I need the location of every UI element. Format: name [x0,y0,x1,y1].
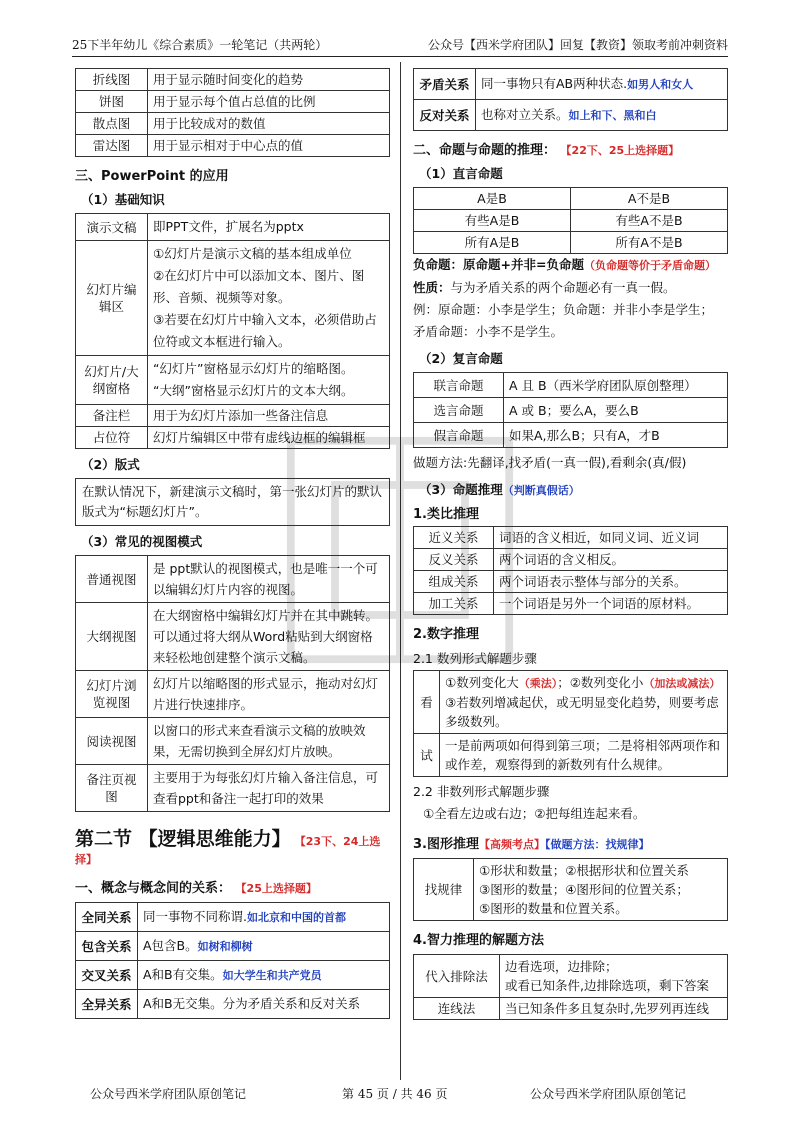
format-text: 在默认情况下，新建演示文稿时，第一张幻灯片的默认版式为“标题幻灯片”。 [75,478,390,526]
table-cell: 所有A不是B [571,232,728,254]
table-cell: 组成关系 [414,571,494,593]
section-title: 第二节 【逻辑思维能力】 [75,828,291,850]
table-row [76,990,390,1019]
footer-right: 公众号西米学府团队原创笔记 [530,1087,687,1101]
table-row [76,603,390,671]
table-cell: 代入排除法 [414,955,500,998]
direct-table [413,187,728,254]
number-table [413,670,728,777]
analog-table [413,526,728,615]
table-row [414,571,728,593]
table-row [414,859,728,921]
table-cell: 如果A,那么B；只有A，才B [504,423,728,448]
table-row [76,932,390,961]
table-cell: 有些A是B [414,210,571,232]
table-cell: 幻灯片以缩略图的形式显示，拖动对幻灯片进行快速排序。 [148,671,390,718]
table-cell: 幻灯片浏览视图 [76,671,148,718]
table-cell: 加工关系 [414,593,494,615]
table-cell: 在大纲窗格中编辑幻灯片并在其中跳转。可以通过将大纲从Word粘贴到大纲窗格来轻松地创建整个演示文稿。 [148,603,390,671]
concept-heading [75,877,390,896]
table-row [76,405,390,427]
table-row [414,232,728,254]
footer-left: 公众号西米学府团队原创笔记 [90,1087,247,1101]
table-row [76,718,390,765]
table-cell: 阅读视图 [76,718,148,765]
table-cell: 试 [414,734,440,777]
wisdom-line: 当已知条件多且复杂时,先罗列再连线 [505,1001,709,1016]
table-cell: 找规律 [414,859,474,921]
look-text-2: ；②数列变化小 [557,675,644,690]
wisdom-heading: 4.智力推理的解题方法 [413,933,544,948]
table-row [76,427,390,449]
table-row [414,210,728,232]
table-cell: 幻灯片/大纲窗格 [76,356,148,405]
contradiction-line: 矛盾命题：小李不是学生。 [413,324,564,339]
table-row [76,241,390,356]
table-cell: 一个词语是另外一个词语的原材料。 [494,593,728,615]
method-line: 做题方法:先翻译,找矛盾(一真一假),看剩余(真/假) [413,455,687,470]
footer-page: 第 45 页 / 共 46 页 [342,1087,448,1101]
section-heading [75,824,390,867]
table-cell: 词语的含义相近，如同义词、近义词 [494,527,728,549]
table-row [76,556,390,603]
table-row [414,373,728,398]
graph-tag-1: 【高频考点】 [478,838,545,851]
table-row [76,91,390,113]
negation-line [413,254,728,277]
concept-example: 如树和柳树 [197,940,253,953]
table-row [76,765,390,812]
table-cell: 全异关系 [76,990,138,1019]
concept-tag: 【25上选择题】 [235,882,317,895]
basic-table [75,213,390,449]
table-cell: 连线法 [414,998,500,1020]
table-row [76,903,390,932]
table-cell: 幻灯片编辑区中带有虚线边框的编辑框 [148,427,390,449]
table-cell: 用于显示每个值占总值的比例 [148,91,390,113]
table-row [414,188,728,210]
compound-table [413,372,728,448]
table-cell: 幻灯片编辑区 [76,241,148,356]
nature-text: 与为矛盾关系的两个命题必有一真一假。 [450,280,676,295]
table-cell: A是B [414,188,571,210]
direct-heading: （1）直言命题 [419,166,503,181]
analog-heading: 1.类比推理 [413,507,479,522]
table-cell: 矛盾关系 [414,69,476,100]
table-cell: ①幻灯片是演示文稿的基本组成单位 ②在幻灯片中可以添加文本、图片、图形、音频、视频等对象。 ③若要在幻灯片中输入文本，必须借助占位符或文本框进行输入。 [148,241,390,356]
table-cell: 折线图 [76,69,148,91]
table-row [414,527,728,549]
graph-tag-2: 【做题方法：找规律】 [544,838,650,851]
table-cell [476,100,728,131]
table-cell: 雷达图 [76,135,148,157]
table-row [414,549,728,571]
table-row [76,671,390,718]
concept-title: 一、概念与概念间的关系： [75,881,232,896]
look-text-1: ①数列变化大 [445,675,519,690]
basic-heading: （1）基础知识 [81,192,165,207]
nature-label: 性质： [413,280,451,295]
negation-note: （负命题等价于矛盾命题） [583,259,716,272]
wisdom-line: 边看选项，边排除； [505,959,618,974]
table-cell: 备注栏 [76,405,148,427]
table-cell: 饼图 [76,91,148,113]
concept-desc: 同一事物不同称谓. [143,909,247,924]
table-cell: 占位符 [76,427,148,449]
table-cell [500,955,728,998]
table-cell: 近义关系 [414,527,494,549]
table-cell: 假言命题 [414,423,504,448]
relation-desc: 也称对立关系。 [481,107,569,122]
table-cell: 主要用于为每张幻灯片输入备注信息，可查看ppt和备注一起打印的效果 [148,765,390,812]
table-row [76,135,390,157]
number-step-1: 2.1 数列形式解题步骤 [413,651,537,666]
graph-line: ①形状和数量；②根据形状和位置关系 [479,863,689,878]
number-heading: 2.数字推理 [413,627,479,642]
table-cell [138,961,390,990]
views-table [75,555,390,812]
table-row [414,423,728,448]
table-row [414,69,728,100]
concept-desc: A和B无交集。分为矛盾关系和反对关系 [143,996,361,1011]
concept-desc: A和B有交集。 [143,967,223,982]
table-row [414,671,728,734]
table-row [414,734,728,777]
table-cell [138,932,390,961]
table-cell: 用于为幻灯片添加一些备注信息 [148,405,390,427]
left-column [75,68,390,1019]
table-cell: 有些A不是B [571,210,728,232]
wisdom-table [413,954,728,1020]
table-cell: 用于显示相对于中心点的值 [148,135,390,157]
table-cell: 演示文稿 [76,214,148,241]
table-row [414,100,728,131]
table-row [76,356,390,405]
table-cell: 全同关系 [76,903,138,932]
relation-example: 如男人和女人 [627,78,694,91]
nature-line [413,277,728,299]
table-row [76,69,390,91]
table-cell [440,671,728,734]
negation-label: 负命题：原命题+并非=负命题 [413,257,584,272]
table-cell: 大纲视图 [76,603,148,671]
prop-tag: 【22下、25上选择题】 [560,144,680,157]
table-row [414,955,728,998]
table-cell: 反义关系 [414,549,494,571]
table-cell: 反对关系 [414,100,476,131]
table-cell: 包含关系 [76,932,138,961]
table-cell: 散点图 [76,113,148,135]
table-cell: 两个词语的含义相反。 [494,549,728,571]
table-row [76,214,390,241]
table-cell: “幻灯片”窗格显示幻灯片的缩略图。 “大纲”窗格显示幻灯片的文本大纲。 [148,356,390,405]
prop-heading [413,139,728,158]
graph-table [413,858,728,921]
table-cell [138,990,390,1019]
chart-types-table [75,68,390,157]
right-column [413,68,728,1020]
format-heading: （2）版式 [81,457,140,472]
table-cell: 一是前两项如何得到第三项；二是将相邻两项作和或作差，观察得到的新数列有什么规律。 [440,734,728,777]
table-cell: A 或 B；要么A，要么B [504,398,728,423]
relation-example: 如上和下、黑和白 [568,109,657,122]
concept-example: 如北京和中国的首都 [246,911,346,924]
prop-title: 二、命题与命题的推理： [413,143,557,158]
table-row [414,398,728,423]
table-cell: 是 ppt默认的视图模式，也是唯一一个可以编辑幻灯片内容的视图。 [148,556,390,603]
table-row [414,998,728,1020]
compound-heading: （2）复言命题 [419,351,503,366]
look-text-3: ③若数列增减起伏，或无明显变化趋势，则要考虑多级数列。 [445,695,719,729]
table-cell: 以窗口的形式来查看演示文稿的放映效果，无需切换到全屏幻灯片放映。 [148,718,390,765]
table-row [76,961,390,990]
table-cell: A 且 B（西米学府团队原创整理） [504,373,728,398]
table-cell [138,903,390,932]
table-cell: 备注页视图 [76,765,148,812]
table-cell: 用于显示随时间变化的趋势 [148,69,390,91]
relations-table [413,68,728,131]
look-note-2: （加法或减法） [643,677,721,690]
number-step-2: 2.2 非数列形式解题步骤 [413,784,550,799]
page-header [72,36,728,57]
example-line: 例：原命题：小李是学生；负命题：并非小李是学生； [413,302,714,317]
graph-heading [413,833,728,852]
infer-heading [419,480,728,498]
infer-title: （3）命题推理 [419,482,503,497]
header-right: 公众号【西米学府团队】回复【教资】领取考前冲刺资料 [427,38,728,52]
ppt-heading: 三、PowerPoint 的应用 [75,169,229,184]
views-heading: （3）常见的视图模式 [81,534,203,549]
concepts-table [75,902,390,1019]
table-cell: 交叉关系 [76,961,138,990]
graph-line: ③图形的数量；④图形间的位置关系； [479,882,689,897]
table-cell: 联言命题 [414,373,504,398]
table-cell [500,998,728,1020]
graph-title: 3.图形推理 [413,837,479,852]
section-tag: 【23下、24上选择】 [75,835,381,866]
table-row [76,113,390,135]
table-cell: 即PPT文件，扩展名为pptx [148,214,390,241]
relation-desc: 同一事物只有AB两种状态. [481,76,628,91]
concept-example: 如大学生和共产党员 [222,969,322,982]
concept-desc: A包含B。 [143,938,198,953]
table-cell: 用于比较成对的数值 [148,113,390,135]
table-cell [474,859,728,921]
header-left: 25下半年幼儿《综合素质》一轮笔记（共两轮） [72,38,328,52]
table-cell: A不是B [571,188,728,210]
table-cell: 所有A是B [414,232,571,254]
look-note-1: （乘法） [518,677,558,690]
infer-tag: （判断真假话） [502,484,580,497]
table-cell: 看 [414,671,440,734]
table-cell: 两个词语表示整体与部分的关系。 [494,571,728,593]
wisdom-line: 或看已知条件,边排除选项，剩下答案 [505,978,709,993]
table-cell [476,69,728,100]
number-step-2-text: ①全看左边或右边；②把每组连起来看。 [423,806,646,821]
graph-line: ⑤图形的数量和位置关系。 [479,901,628,916]
table-row [414,593,728,615]
table-cell: 选言命题 [414,398,504,423]
table-cell: 普通视图 [76,556,148,603]
